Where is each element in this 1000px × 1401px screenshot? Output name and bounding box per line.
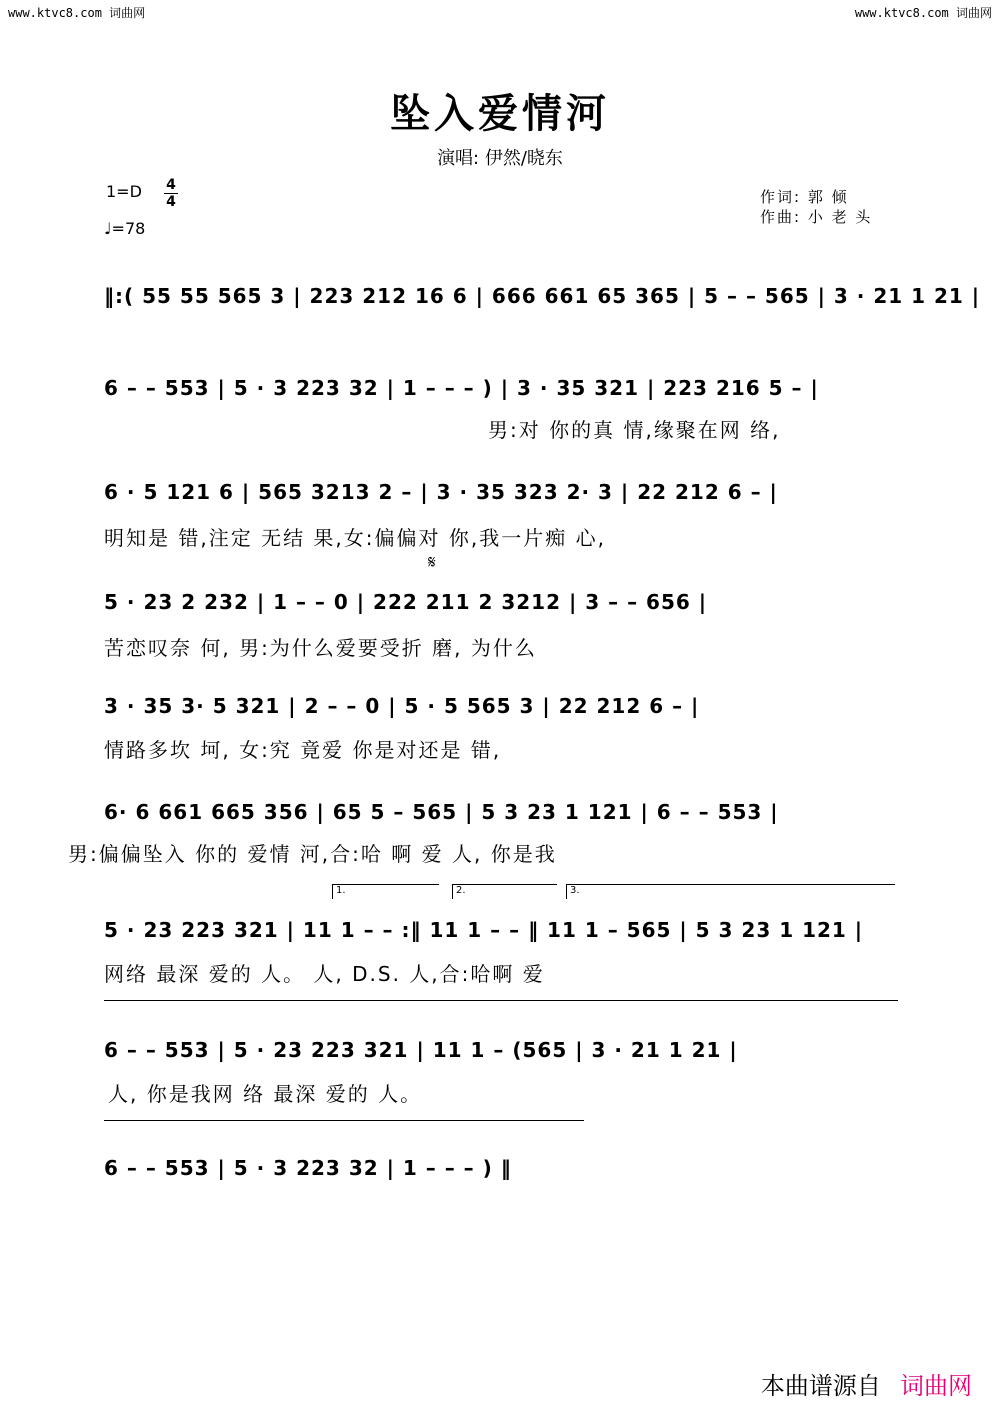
site-watermark-left: www.ktvc8.com 词曲网	[8, 6, 146, 20]
time-signature-bottom: 4	[166, 194, 176, 210]
volta-label: 2.	[456, 885, 466, 896]
score-notes-line: 5 · 23 2 232 | 1 – – 0 | 222 211 2 3212 | 3 – – 656 |	[104, 590, 708, 614]
score-notes-line: 5 · 23 223 321 | 11 1 – – :‖ 11 1 – – ‖ 11 1 – 565 | 5 3 23 1 121 |	[104, 918, 864, 942]
lyrics-line: 人, 你是我网 络 最深 爱的 人。	[108, 1082, 423, 1106]
site-watermark-right: www.ktvc8.com 词曲网	[854, 6, 992, 20]
lyrics-line: 明知是 错,注定 无结 果,女:偏偏对 你,我一片痴 心,	[104, 526, 606, 550]
score-notes-line: 6 · 5 121 6 | 565 3213 2 – | 3 · 35 323 2· 3 | 22 212 6 – |	[104, 480, 778, 504]
lyricist: 作词: 郭 倾	[760, 188, 849, 206]
quarter-note-icon: ♩	[104, 219, 112, 238]
score-notes-line: 6 – – 553 | 5 · 3 223 32 | 1 – – – ) | 3 · 35 321 | 223 216 5 – |	[104, 376, 819, 400]
lyrics-line: 苦恋叹奈 何, 男:为什么爱要受折 磨, 为什么	[104, 636, 537, 660]
time-signature	[164, 178, 178, 209]
score-notes-line: 6· 6 661 665 356 | 65 5 – 565 | 5 3 23 1 121 | 6 – – 553 |	[104, 800, 779, 824]
score-notes-line: 6 – – 553 | 5 · 23 223 321 | 11 1 – (565 | 3 · 21 1 21 |	[104, 1038, 738, 1062]
key-signature: 1=D	[106, 182, 142, 201]
lyrics-line: 男:对 你的真 情,缘聚在网 络,	[488, 418, 781, 442]
score-notes-line: ‖:( 55 55 565 3 | 223 212 16 6 | 666 661 65 365 | 5 – – 565 | 3 · 21 1 21 |	[104, 284, 981, 308]
segno-sign: 𝄋	[428, 552, 436, 573]
footer-source-text: 本曲谱源自	[760, 1372, 881, 1400]
section-divider	[104, 1120, 584, 1121]
time-signature-top: 4	[166, 177, 176, 193]
song-title: 坠入爱情河	[390, 90, 610, 137]
tempo	[104, 219, 145, 238]
volta-label: 3.	[570, 885, 580, 896]
tempo-value: =78	[111, 219, 146, 238]
volta-label: 1.	[336, 885, 346, 896]
footer-source	[761, 1366, 972, 1401]
volta-bracket-2	[452, 884, 557, 899]
composer: 作曲: 小 老 头	[760, 208, 873, 226]
score-notes-line: 3 · 35 3· 5 321 | 2 – – 0 | 5 · 5 565 3 | 22 212 6 – |	[104, 694, 700, 718]
lyrics-line: 男:偏偏坠入 你的 爱情 河,合:哈 啊 爱 人, 你是我	[68, 842, 557, 866]
volta-bracket-1	[332, 884, 439, 899]
volta-bracket-3	[566, 884, 895, 899]
lyrics-line: 网络 最深 爱的 人。 人, D.S. 人,合:哈啊 爱	[104, 962, 545, 986]
footer-brand-logo[interactable]: 词曲网	[900, 1372, 972, 1400]
lyrics-line: 情路多坎 坷, 女:究 竟爱 你是对还是 错,	[104, 738, 502, 762]
singers: 演唱: 伊然/晓东	[437, 148, 563, 169]
score-notes-line: 6 – – 553 | 5 · 3 223 32 | 1 – – – ) ‖	[104, 1156, 512, 1180]
section-divider	[104, 1000, 898, 1001]
